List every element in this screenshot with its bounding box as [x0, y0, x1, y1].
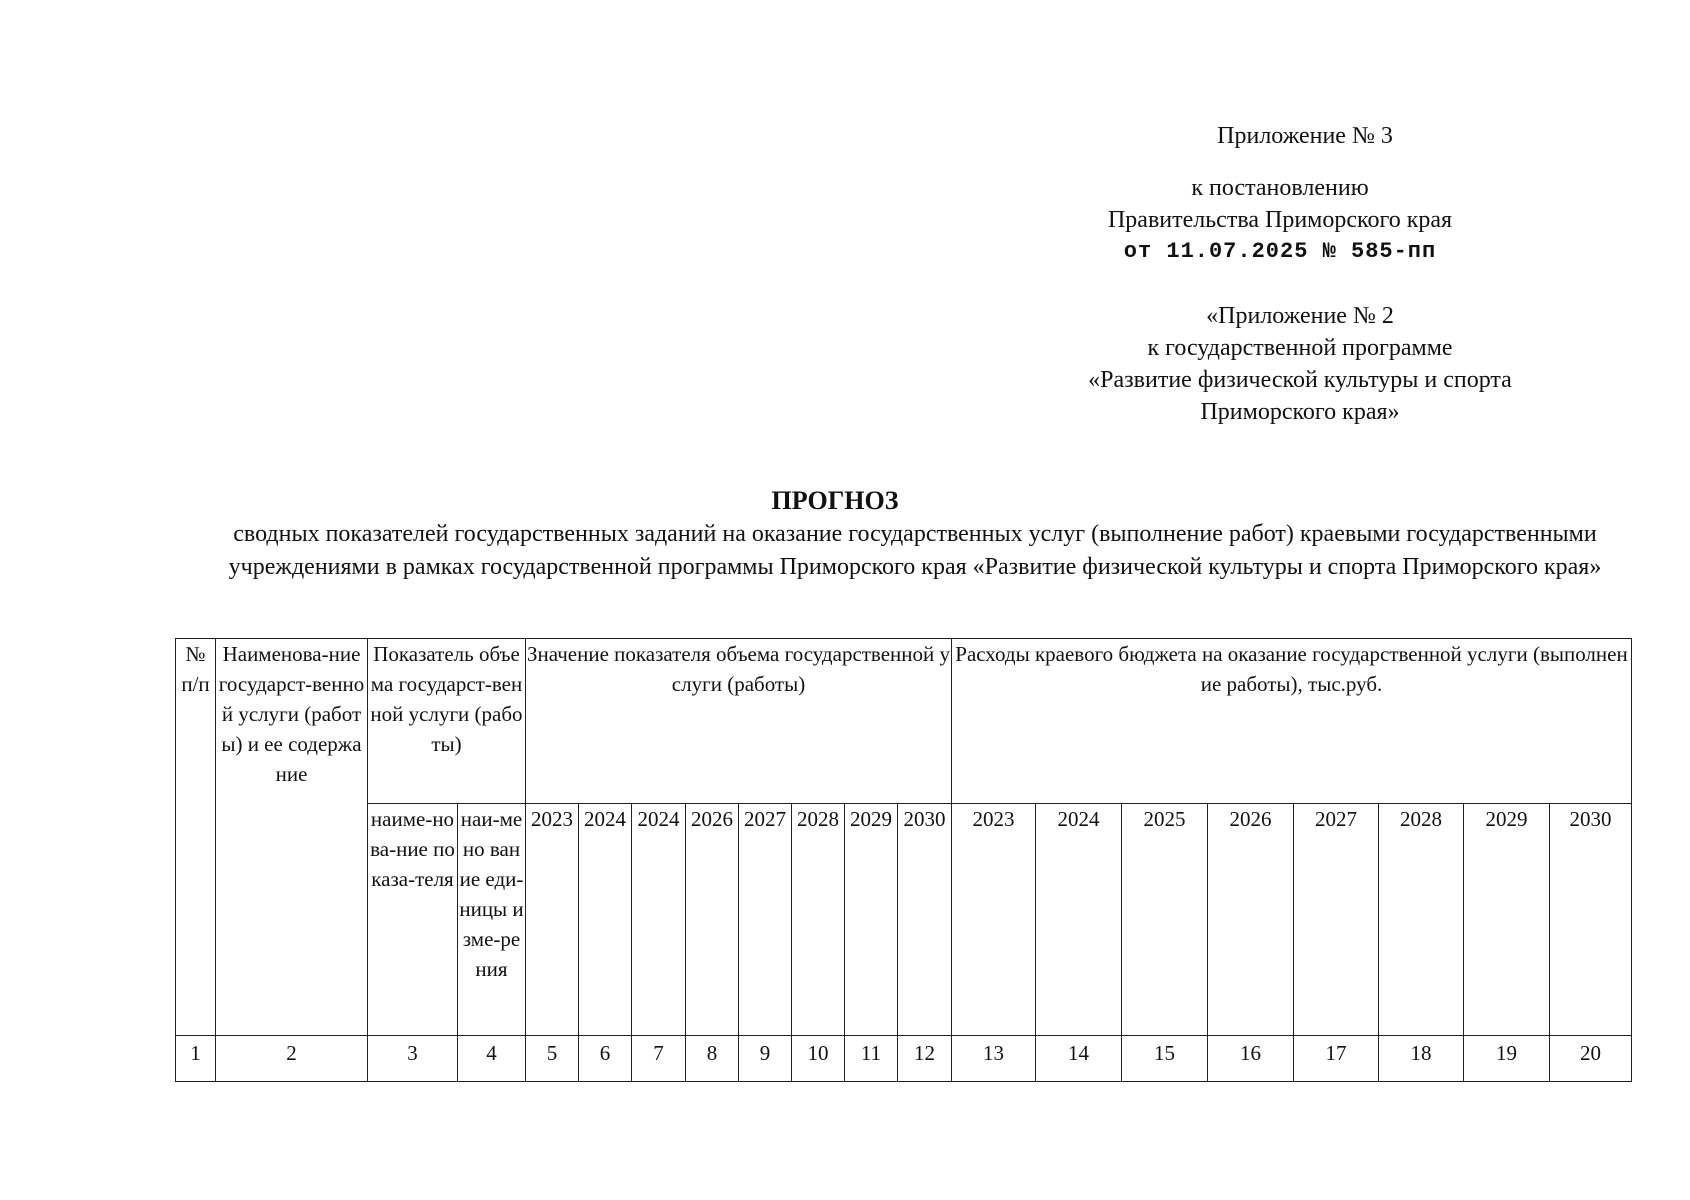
column-number: 12 — [898, 1036, 952, 1082]
column-number: 15 — [1122, 1036, 1208, 1082]
appendix-3-text: Приложение № 3 — [1217, 123, 1393, 149]
column-number: 7 — [632, 1036, 686, 1082]
column-number: 4 — [458, 1036, 526, 1082]
column-number: 6 — [579, 1036, 632, 1082]
header-service-name: Наименова-ние государст-венной услуги (работы) и ее содержание — [216, 639, 368, 1036]
column-number-row — [176, 1036, 1632, 1082]
expense-year-cell: 2028 — [1379, 804, 1464, 1036]
value-year-cell: 2029 — [845, 804, 898, 1036]
column-number: 16 — [1208, 1036, 1294, 1082]
expense-year-cell: 2027 — [1294, 804, 1379, 1036]
column-number: 11 — [845, 1036, 898, 1082]
resolution-date: от 11.07.2025 № 585-пп — [1123, 239, 1437, 264]
column-number: 10 — [792, 1036, 845, 1082]
table-header-row-2 — [176, 804, 1632, 1036]
header-indicator-values: Значение показателя объема государственной услуги (работы) — [526, 639, 952, 804]
column-number: 3 — [368, 1036, 458, 1082]
expense-year-cell: 2023 — [952, 804, 1036, 1036]
table-header-row-1 — [176, 639, 1632, 804]
column-number: 8 — [686, 1036, 739, 1082]
document-subtitle: сводных показателей государственных заданий на оказание государственных услуг (выполнение работ) краевыми государственными учреждениями в рамках государственной программы Приморского края «Развитие физической культуры и спорта Приморского края» — [228, 521, 1602, 580]
value-year-cell: 2024 — [579, 804, 632, 1036]
appendix-2-line-3: «Развитие физической культуры и спорта — [1088, 367, 1512, 393]
header-indicator-name: наиме-нова-ние показа-теля — [368, 804, 458, 1036]
expense-year-cell: 2024 — [1036, 804, 1122, 1036]
expense-year-cell: 2030 — [1550, 804, 1632, 1036]
column-number: 5 — [526, 1036, 579, 1082]
value-year-cell: 2023 — [526, 804, 579, 1036]
appendix-2-line-2: к государственной программе — [1147, 335, 1453, 361]
resolution-reference — [1070, 172, 1490, 268]
column-number: 1 — [176, 1036, 216, 1082]
appendix-2-line-1: «Приложение № 2 — [1206, 303, 1394, 329]
appendix-2-reference — [1030, 300, 1570, 428]
column-number: 14 — [1036, 1036, 1122, 1082]
value-year-cell: 2030 — [898, 804, 952, 1036]
value-year-cell: 2024 — [632, 804, 686, 1036]
document-title: ПРОГНОЗ — [771, 486, 899, 515]
value-year-cell: 2027 — [739, 804, 792, 1036]
column-number: 20 — [1550, 1036, 1632, 1082]
column-number: 17 — [1294, 1036, 1379, 1082]
resolution-line-2: Правительства Приморского края — [1107, 207, 1453, 233]
column-number: 13 — [952, 1036, 1036, 1082]
column-number: 2 — [216, 1036, 368, 1082]
header-indicator-unit: наи-мено вание еди-ницы изме-рения — [458, 804, 526, 1036]
header-budget-expenses: Расходы краевого бюджета на оказание государственной услуги (выполнение работы), тыс.руб. — [952, 639, 1632, 804]
appendix-3-label — [1190, 120, 1420, 152]
header-no: № п/п — [176, 639, 216, 1036]
forecast-table — [175, 638, 1632, 1082]
expense-year-cell: 2029 — [1464, 804, 1550, 1036]
resolution-line-1: к постановлению — [1191, 175, 1369, 201]
value-year-cell: 2026 — [686, 804, 739, 1036]
column-number: 18 — [1379, 1036, 1464, 1082]
column-number: 9 — [739, 1036, 792, 1082]
expense-year-cell: 2025 — [1122, 804, 1208, 1036]
column-number: 19 — [1464, 1036, 1550, 1082]
value-year-cell: 2028 — [792, 804, 845, 1036]
header-indicator: Показатель объема государст-венной услуги (работы) — [368, 639, 526, 804]
appendix-2-line-4: Приморского края» — [1200, 399, 1400, 425]
expense-year-cell: 2026 — [1208, 804, 1294, 1036]
